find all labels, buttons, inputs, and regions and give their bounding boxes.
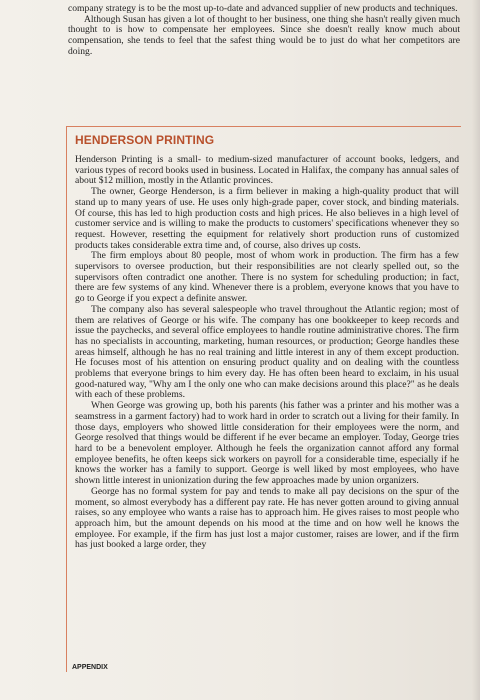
page-edge-shadow [472,0,480,700]
case-paragraph-2: The owner, George Henderson, is a firm believer in making a high-quality product that will stand up to many years of use. He uses only high-grade paper, cover stock, and binding materials. Of course, this has led to high production costs and high prices. He also believes in a high level of customer service and is willing to make the products to customers' specifications whenever they so request. However, resetting the equipment for relatively short production runs of customized products takes considerable extra time and, of course, also drives up costs. [75,186,459,251]
case-heading: HENDERSON PRINTING [75,133,215,147]
case-paragraph-1: Henderson Printing is a small- to medium-sized manufacturer of account books, ledgers, and various types of record books used in business. Located in Halifax, the company has annual sales of about $12 million, mostly in the Atlantic provinces. [75,154,459,187]
case-paragraph-6: George has no formal system for pay and tends to make all pay decisions on the spur of the moment, so almost everybody has a different pay rate. He has never gotten around to giving annual raises, so any employee who wants a raise has to approach him. He gives raises to most people who approach him, but the amount depends on his mood at the time and on how well he knows the employee. For example, if the firm has just lost a major customer, raises are lower, and if the firm has just booked a large order, they [75,485,459,551]
case-paragraph-5: When George was growing up, both his parents (his father was a printer and his mother was a seamstress in a garment factory) had to work hard in order to scratch out a living for their family. In those days, employers who showed little consideration for their employees were the norm, and George resolved that things would be different if he ever became an employer. Today, George tries hard to be a benevolent employer. Although he feels the organization cannot afford any formal employee benefits, he often keeps sick workers on payroll for a considerable time, especially if he knows the worker has a family to support. George is well liked by most employees, who have shown little interest in unionization during the few approaches made by union organizers. [75,400,459,487]
intro-text [68,4,460,58]
case-body [75,155,459,551]
case-study-section [66,126,461,672]
case-paragraph-4: The company also has several salespeople who travel throughout the Atlantic region; most of them are relatives of George or his wife. The company has one bookkeeper to keep records and issue the paychecks, and several office employees to handle routine administrative chores. The firm has no specialists in accounting, marketing, human resources, or production; George handles these areas himself, although he has no real training and little interest in any of them except production. He focuses most of his attention on ensuring product quality and on dealing with the countless problems that everyone brings to him every day. He has often been heard to exclaim, in his usual good-natured way, "Why am I the only one who can make decisions around this place?" as he deals with each of these problems. [75,303,459,401]
intro-paragraph-1: company strategy is to be the most up-to-date and advanced supplier of new products and techniques. [68,3,458,14]
appendix-label: APPENDIX [72,664,108,671]
intro-paragraph-2: Although Susan has given a lot of thought to her business, one thing she hasn't really given much thought to is how to compensate her employees. Since she doesn't really know much about compensation, she tends to feel that the safest thing would be to just do what her competitors are doing. [68,13,460,57]
case-paragraph-3: The firm employs about 80 people, most of whom work in production. The firm has a few supervisors to oversee production, but their responsibilities are not clearly spelled out, so the supervisors often contradict one another. There is no system for scheduling production; in fact, there are few systems of any kind. Whenever there is a problem, everyone knows that you have to go to George if you expect a definite answer. [75,250,459,305]
